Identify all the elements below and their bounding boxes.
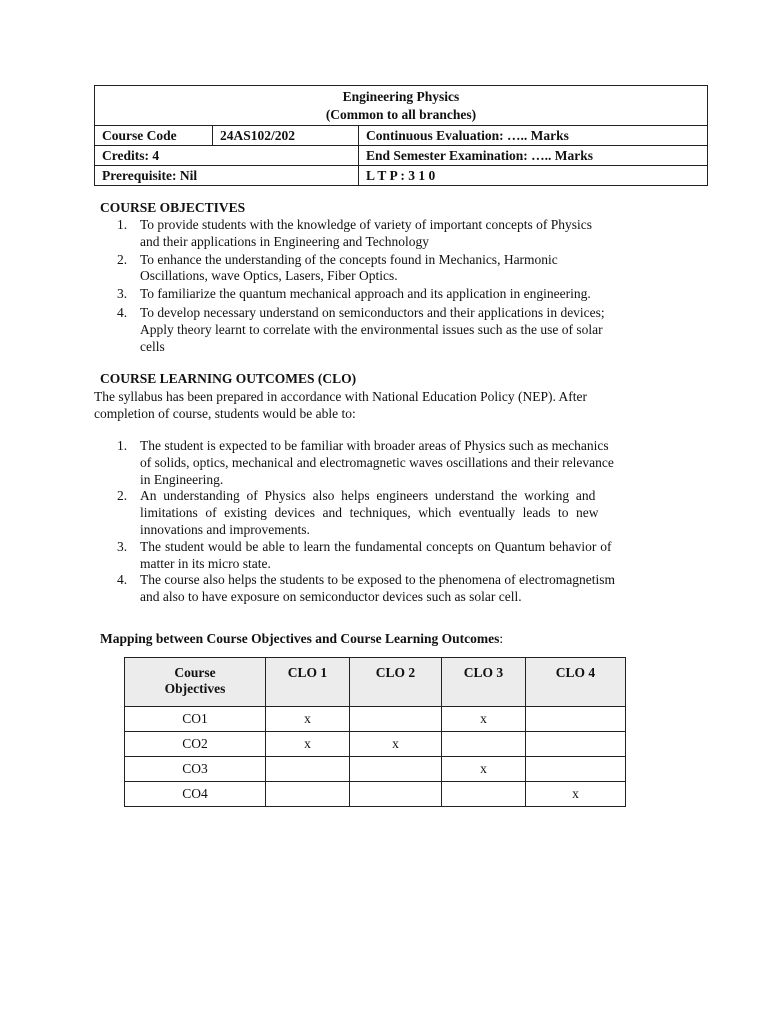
list-item <box>95 572 677 606</box>
header-clo-3: CLO 3 <box>442 658 526 707</box>
clo-heading: COURSE LEARNING OUTCOMES (CLO) <box>100 371 357 386</box>
list-number: 3. <box>117 538 128 554</box>
table-row <box>125 707 626 732</box>
table-cell <box>350 707 442 732</box>
clo-list <box>95 438 677 606</box>
list-number: 1. <box>117 217 128 232</box>
table-row <box>125 732 626 757</box>
list-line: and their applications in Engineering and Technology <box>140 233 429 249</box>
header-line: Objectives <box>164 681 226 696</box>
list-line: To provide students with the knowledge of variety of important concepts of Physics <box>140 217 592 232</box>
clo-intro-line: The syllabus has been prepared in accordance with National Education Policy (NEP). After <box>94 389 587 404</box>
table-cell: x <box>266 732 350 757</box>
table-cell <box>350 782 442 807</box>
table-cell: x <box>350 732 442 757</box>
table-cell <box>350 757 442 782</box>
mapping-heading <box>100 631 503 647</box>
list-number: 1. <box>117 438 128 453</box>
row-label: CO1 <box>125 707 266 732</box>
list-line: The student would be able to learn the fundamental concepts on Quantum behavior of <box>140 538 612 554</box>
list-line: of solids, optics, mechanical and electromagnetic waves oscillations and their relevance <box>140 454 614 470</box>
list-line: To familiarize the quantum mechanical approach and its application in engineering. <box>140 286 591 302</box>
list-number: 2. <box>117 251 128 267</box>
list-line: in Engineering. <box>140 471 224 487</box>
list-number: 4. <box>117 572 128 588</box>
prerequisite: Prerequisite: Nil <box>95 166 359 186</box>
table-cell <box>266 782 350 807</box>
course-header-table <box>94 85 708 186</box>
list-item <box>95 217 677 251</box>
table-cell <box>526 707 626 732</box>
table-cell <box>442 732 526 757</box>
credits: Credits: 4 <box>95 146 359 166</box>
list-line: An understanding of Physics also helps engineers understand the working and <box>140 488 596 504</box>
mapping-table <box>124 657 626 807</box>
course-objectives-heading: COURSE OBJECTIVES <box>100 200 246 215</box>
course-title: Engineering Physics <box>342 89 460 104</box>
row-label: CO4 <box>125 782 266 807</box>
list-item <box>95 305 677 355</box>
list-item <box>95 286 677 303</box>
table-cell: x <box>442 757 526 782</box>
list-item <box>95 488 677 538</box>
table-cell <box>442 782 526 807</box>
list-line: cells <box>140 338 165 354</box>
header-clo-4: CLO 4 <box>526 658 626 707</box>
table-header-row <box>125 658 626 707</box>
table-cell <box>526 732 626 757</box>
continuous-evaluation: Continuous Evaluation: ….. Marks <box>359 126 708 146</box>
course-code-label: Course Code <box>95 126 213 146</box>
end-semester-exam: End Semester Examination: ….. Marks <box>359 146 708 166</box>
table-cell <box>266 757 350 782</box>
table-cell <box>526 757 626 782</box>
list-number: 2. <box>117 488 128 504</box>
list-item <box>95 252 677 286</box>
row-label: CO3 <box>125 757 266 782</box>
row-label: CO2 <box>125 732 266 757</box>
course-code-value: 24AS102/202 <box>213 126 359 146</box>
list-line: matter in its micro state. <box>140 555 271 571</box>
header-line: Course <box>174 665 216 680</box>
list-number: 3. <box>117 286 128 302</box>
header-clo-1: CLO 1 <box>266 658 350 707</box>
clo-intro-line: completion of course, students would be able to: <box>94 406 356 421</box>
list-line: To develop necessary understand on semiconductors and their applications in devices; <box>140 304 605 320</box>
table-cell: x <box>526 782 626 807</box>
clo-intro <box>94 388 684 422</box>
list-item <box>95 438 677 488</box>
mapping-heading-colon: : <box>499 631 504 646</box>
table-cell: x <box>266 707 350 732</box>
list-line: The course also helps the students to be exposed to the phenomena of electromagnetism <box>140 572 615 588</box>
header-course-objectives <box>125 658 266 707</box>
course-title-cell <box>95 86 708 126</box>
list-line: To enhance the understanding of the concepts found in Mechanics, Harmonic <box>140 251 558 267</box>
course-objectives-list <box>95 217 677 355</box>
table-row <box>125 757 626 782</box>
list-number: 4. <box>117 304 128 320</box>
list-item <box>95 539 677 573</box>
list-line: and also to have exposure on semiconductor devices such as solar cell. <box>140 589 522 605</box>
list-line: Oscillations, wave Optics, Lasers, Fiber Optics. <box>140 268 398 284</box>
list-line: Apply theory learnt to correlate with the environmental issues such as the use of solar <box>140 321 603 337</box>
ltp: L T P : 3 1 0 <box>359 166 708 186</box>
mapping-heading-text: Mapping between Course Objectives and Course Learning Outcomes <box>100 631 500 646</box>
course-subtitle: (Common to all branches) <box>325 106 477 122</box>
header-clo-2: CLO 2 <box>350 658 442 707</box>
list-line: innovations and improvements. <box>140 521 310 537</box>
table-row <box>125 782 626 807</box>
list-line: The student is expected to be familiar with broader areas of Physics such as mechanics <box>140 438 609 453</box>
list-line: limitations of existing devices and techniques, which eventually leads to new <box>140 505 599 521</box>
table-cell: x <box>442 707 526 732</box>
